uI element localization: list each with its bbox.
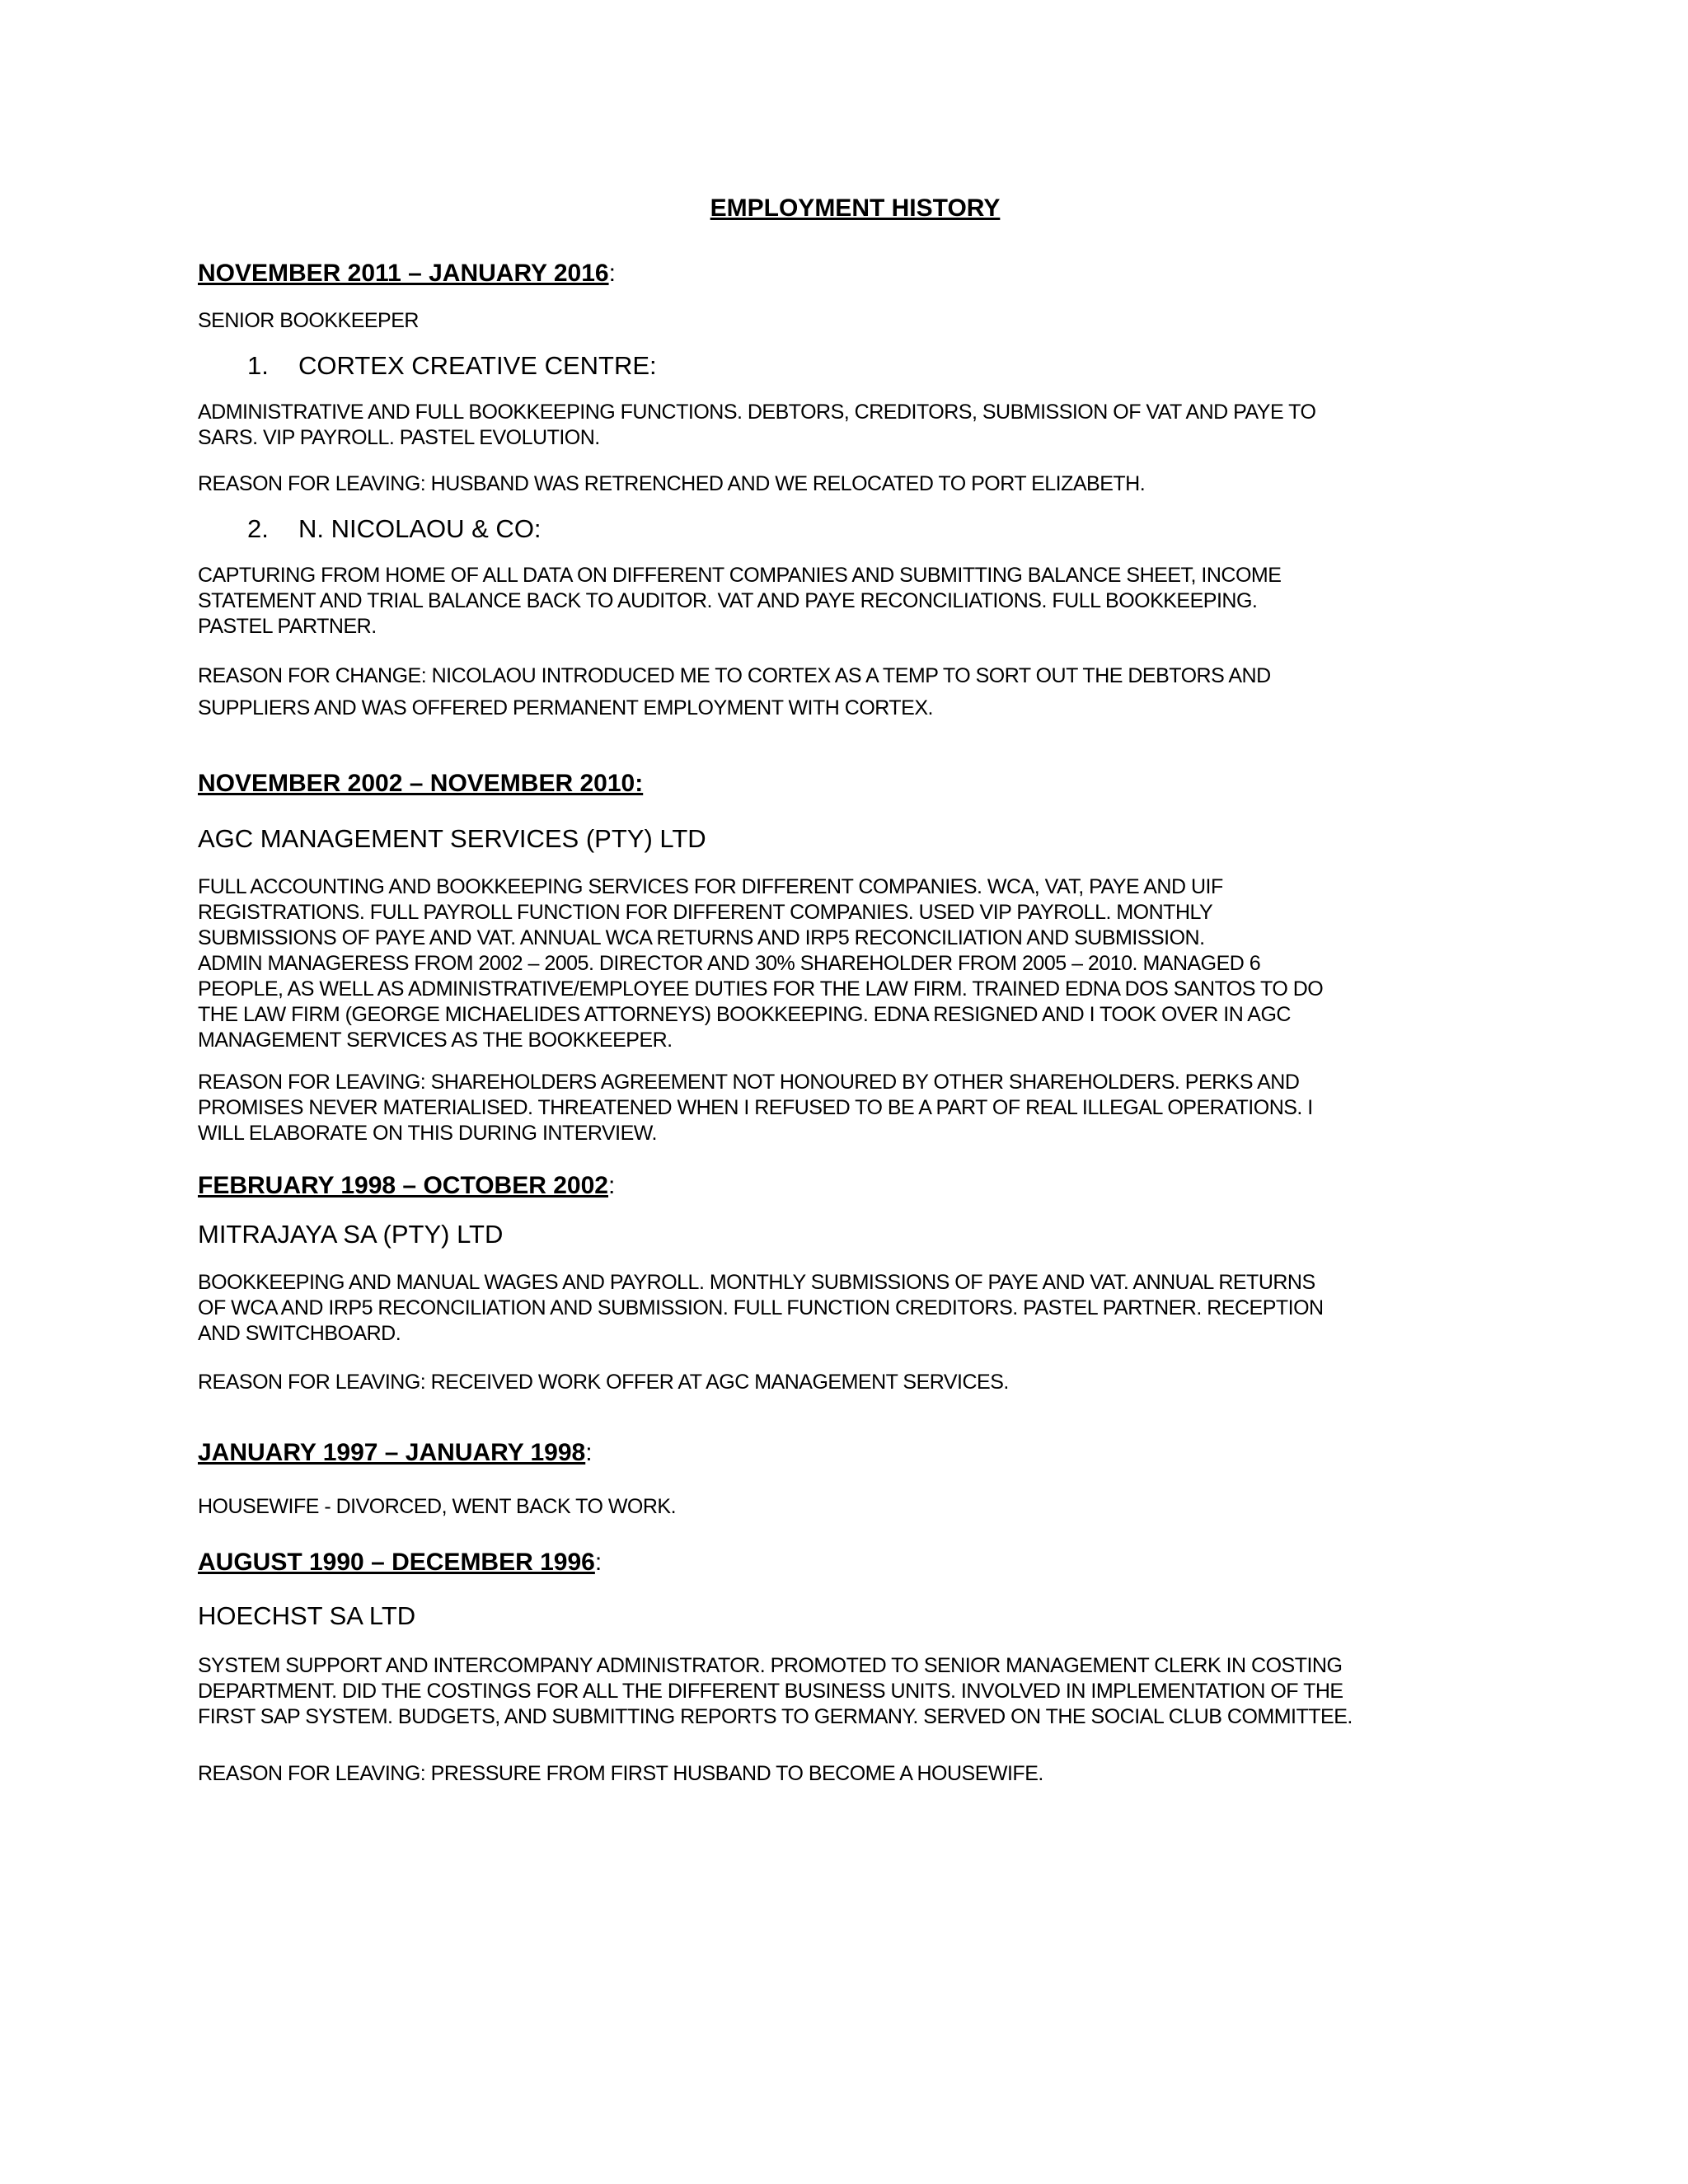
section-heading-2011-2016 — [198, 259, 1484, 288]
heading-text: JANUARY 1997 – JANUARY 1998 — [198, 1439, 586, 1466]
job-description: CAPTURING FROM HOME OF ALL DATA ON DIFFERENT COMPANIES AND SUBMITTING BALANCE SHEET, INCOME STATEMENT AND TRIAL BALANCE BACK TO AUDITOR. VAT AND PAYE RECONCILIATIONS. FULL BOOKKEEPING. PASTEL PARTNER. — [198, 564, 1282, 638]
job-description: BOOKKEEPING AND MANUAL WAGES AND PAYROLL. MONTHLY SUBMISSIONS OF PAYE AND VAT. ANNUAL RETURNS OF WCA AND IRP5 RECONCILIATION AND SUBMISSION. FULL FUNCTION CREDITORS. PASTEL PARTNER. RECEPTION AND SWITCHBOARD. — [198, 1271, 1324, 1345]
reason-for-leaving: REASON FOR LEAVING: HUSBAND WAS RETRENCHED AND WE RELOCATED TO PORT ELIZABETH. — [198, 472, 1146, 495]
job-description: FULL ACCOUNTING AND BOOKKEEPING SERVICES FOR DIFFERENT COMPANIES. WCA, VAT, PAYE AND UIF REGISTRATIONS. FULL PAYROLL FUNCTION FOR DIFFERENT COMPANIES. USED VIP PAYROLL. MONTHLY SUBMISSIONS OF PAYE AND VAT. ANNUAL WCA RETURNS AND IRP5 RECONCILIATION AND SUBMISSION. ADMIN MANAGERESS FROM 2002 – 2005. DIRECTOR AND 30% SHAREHOLDER FROM 2005 – 2010. MANAGED 6 PEOPLE, AS WELL AS ADMINISTRATIVE/EMPLOYEE DUTIES FOR THE LAW FIRM. TRAINED EDNA DOS SANTOS TO DO THE LAW FIRM (GEORGE MICHAELIDES ATTORNEYS) BOOKKEEPING. EDNA RESIGNED AND I TOOK OVER IN AGC MANAGEMENT SERVICES AS THE BOOKKEEPER. — [198, 875, 1324, 1052]
document-title: EMPLOYMENT HISTORY — [710, 194, 1001, 222]
document-page — [198, 194, 1484, 1787]
employer-mitrajaya: MITRAJAYA SA (PTY) LTD — [198, 1220, 504, 1249]
item-number: 1. — [247, 351, 269, 380]
heading-suffix: : — [585, 1439, 593, 1466]
heading-suffix: : — [607, 1172, 616, 1199]
section-heading-1990-1996 — [198, 1548, 1484, 1577]
heading-text: FEBRUARY 1998 – OCTOBER 2002 — [198, 1172, 608, 1199]
job-role: SENIOR BOOKKEEPER — [198, 309, 419, 332]
heading-text: NOVEMBER 2011 – JANUARY 2016 — [198, 260, 609, 287]
job-description: ADMINISTRATIVE AND FULL BOOKKEEPING FUNCTIONS. DEBTORS, CREDITORS, SUBMISSION OF VAT AND PAYE TO SARS. VIP PAYROLL. PASTEL EVOLUTION. — [198, 401, 1316, 449]
employer-hoechst: HOECHST SA LTD — [198, 1601, 416, 1630]
employer-name: CORTEX CREATIVE CENTRE: — [298, 351, 657, 380]
item-number: 2. — [247, 514, 269, 543]
reason-for-leaving: REASON FOR LEAVING: RECEIVED WORK OFFER AT AGC MANAGEMENT SERVICES. — [198, 1371, 1009, 1394]
heading-suffix: : — [608, 260, 616, 287]
heading-text: NOVEMBER 2002 – NOVEMBER 2010: — [198, 770, 644, 797]
job-description: SYSTEM SUPPORT AND INTERCOMPANY ADMINISTRATOR. PROMOTED TO SENIOR MANAGEMENT CLERK IN COSTING DEPARTMENT. DID THE COSTINGS FOR ALL THE DIFFERENT BUSINESS UNITS. INVOLVED IN IMPLEMENTATION OF THE FIRST SAP SYSTEM. BUDGETS, AND SUBMITTING REPORTS TO GERMANY. SERVED ON THE SOCIAL CLUB COMMITTEE. — [198, 1654, 1353, 1728]
employer-agc: AGC MANAGEMENT SERVICES (PTY) LTD — [198, 824, 706, 853]
employer-cortex — [198, 350, 1484, 382]
heading-text: AUGUST 1990 – DECEMBER 1996 — [198, 1549, 595, 1576]
section-heading-1998-2002 — [198, 1171, 1484, 1201]
section-heading-1997-1998 — [198, 1438, 1484, 1468]
reason-for-leaving: REASON FOR LEAVING: PRESSURE FROM FIRST HUSBAND TO BECOME A HOUSEWIFE. — [198, 1762, 1043, 1785]
heading-suffix: : — [594, 1549, 603, 1576]
section-heading-2002-2010 — [198, 769, 1484, 799]
employer-name: N. NICOLAOU & CO: — [298, 514, 542, 543]
reason-for-change: REASON FOR CHANGE: NICOLAOU INTRODUCED ME TO CORTEX AS A TEMP TO SORT OUT THE DEBTORS AND SUPPLIERS AND WAS OFFERED PERMANENT EMPLOYMENT WITH CORTEX. — [198, 664, 1271, 719]
employer-nicolaou — [198, 513, 1484, 545]
reason-for-leaving: REASON FOR LEAVING: SHAREHOLDERS AGREEMENT NOT HONOURED BY OTHER SHAREHOLDERS. PERKS AND PROMISES NEVER MATERIALISED. THREATENED WHEN I REFUSED TO BE A PART OF REAL ILLEGAL OPERATIONS. I WILL ELABORATE ON THIS DURING INTERVIEW. — [198, 1071, 1313, 1145]
job-description: HOUSEWIFE - DIVORCED, WENT BACK TO WORK. — [198, 1495, 677, 1518]
